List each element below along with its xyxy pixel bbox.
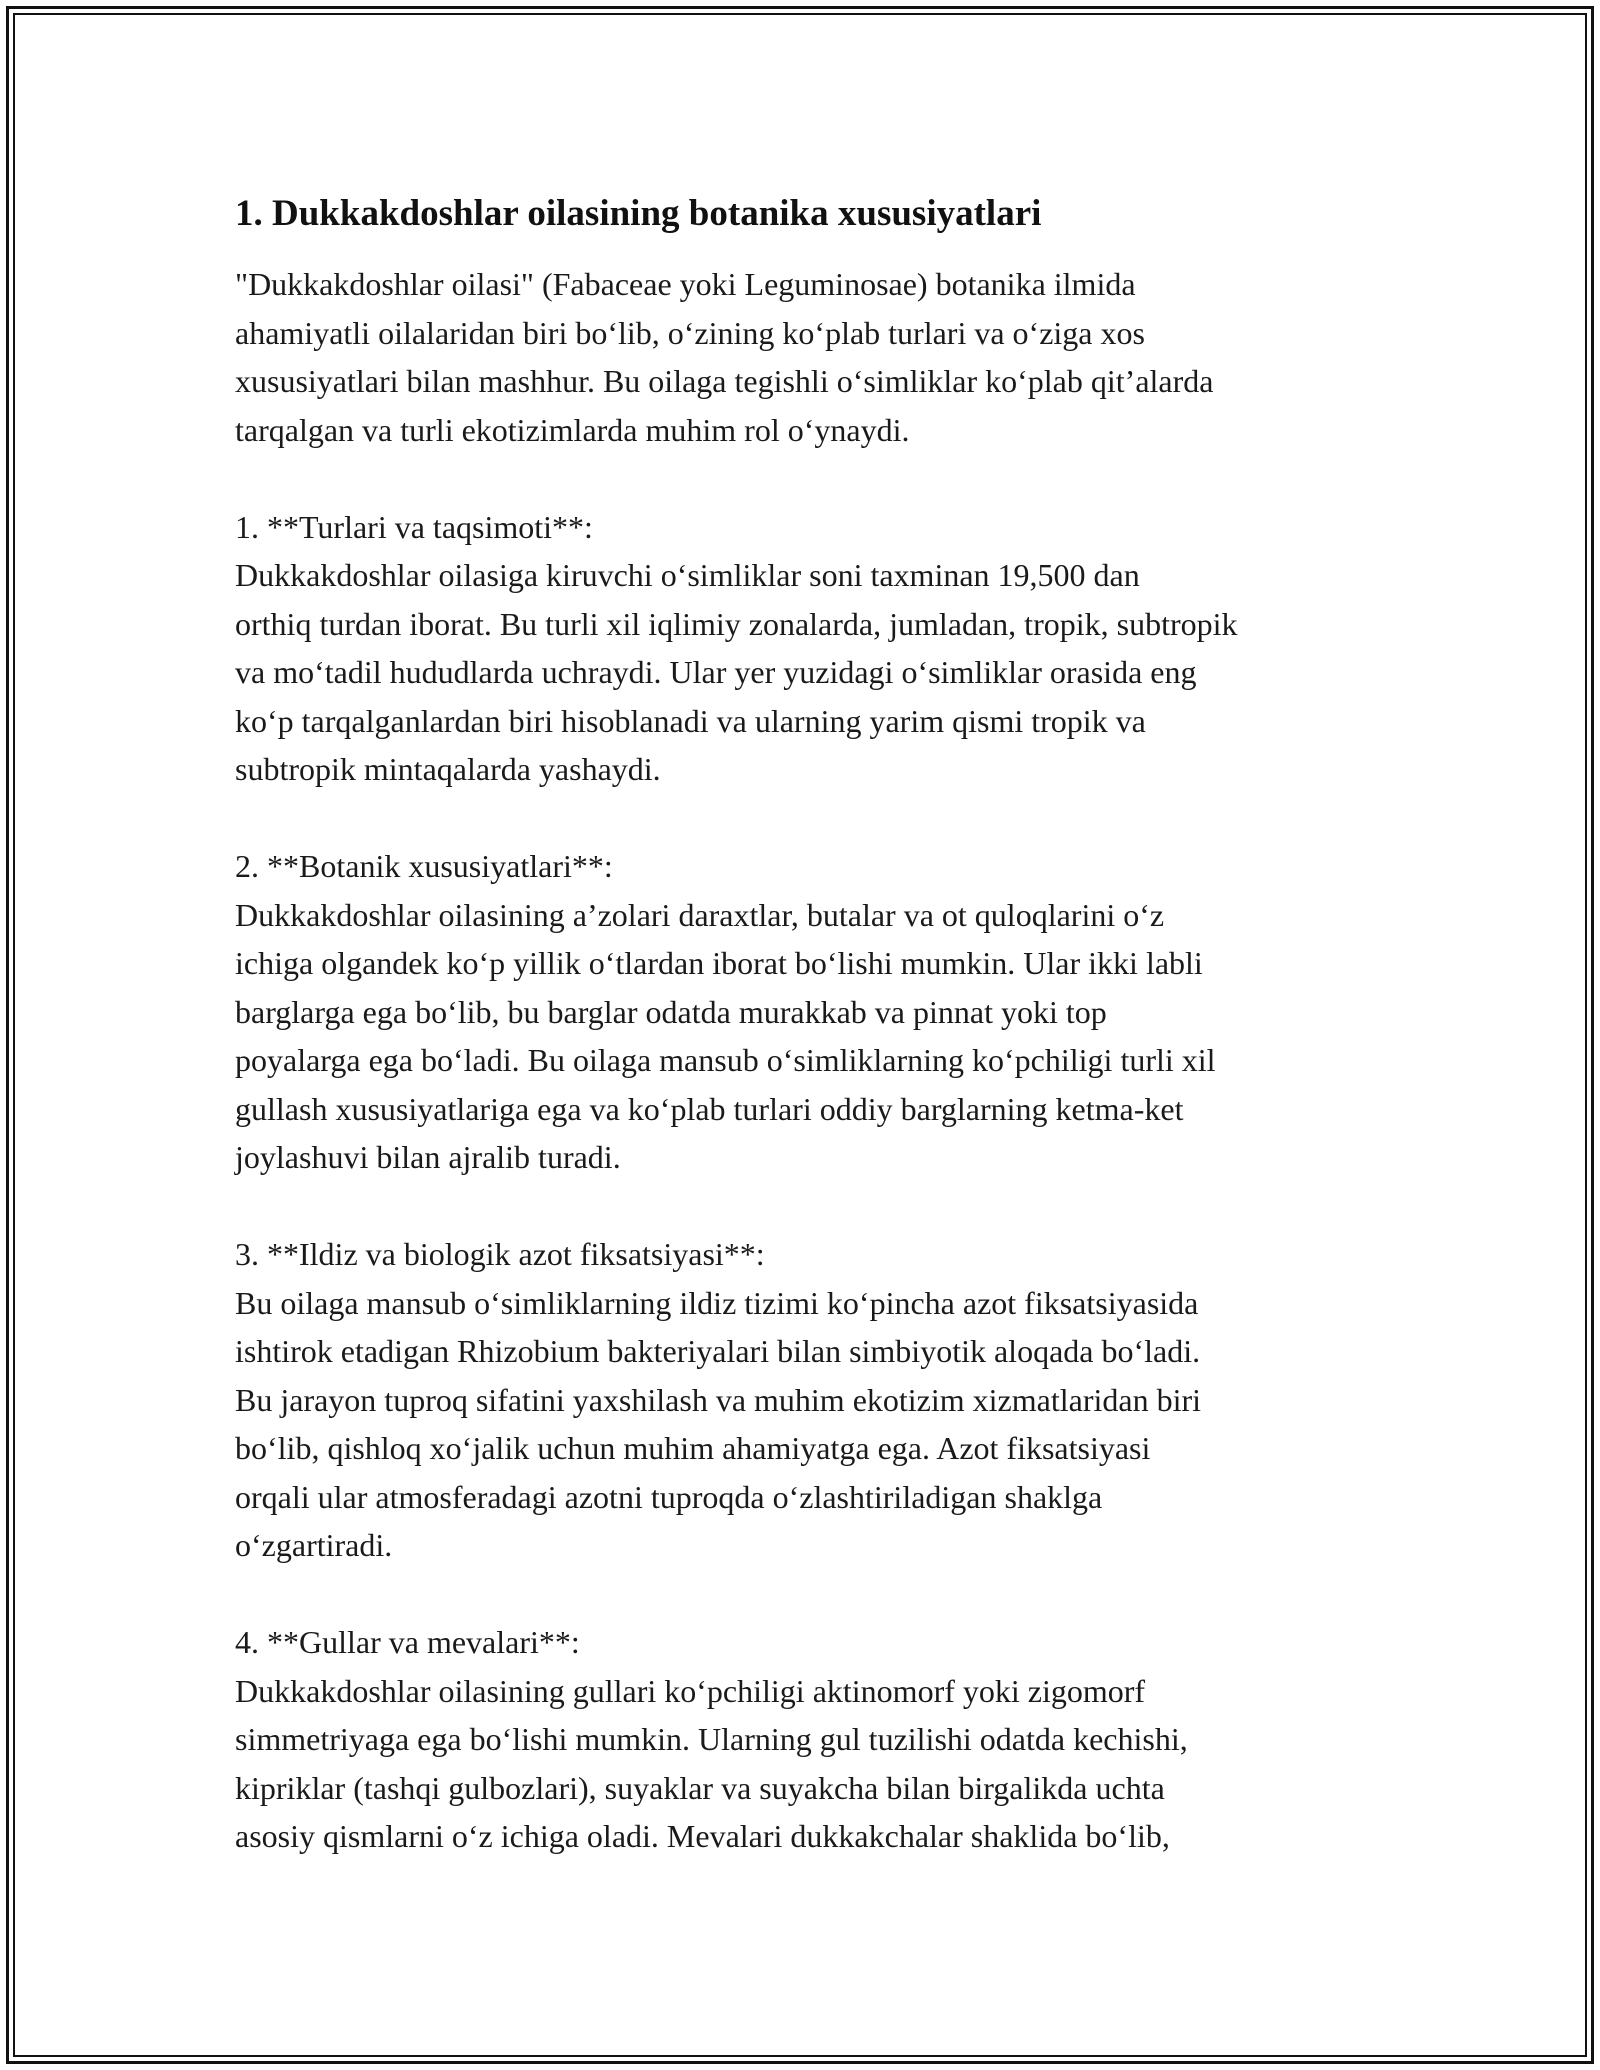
section-body: Bu oilaga mansub oʻsimliklarning ildiz tizimi koʻpincha azot fiksatsiyasida ishtirok etadigan Rhizobium bakteriyalari bilan simbiyotik aloqada boʻladi. Bu jarayon tuproq sifatini yaxshilash va muhim ekotizim xizmatlaridan biri boʻlib, qishloq xoʻjalik uchun muhim ahamiyatga ega. Azot fiksatsiyasi orqali ular atmosferadagi azotni tuproqda oʻzlashtiriladigan shaklga oʻzgartiradi. (235, 1284, 1202, 1563)
document-body (235, 186, 1375, 1861)
section-heading: 3. **Ildiz va biologik azot fiksatsiyasi**: (235, 1236, 765, 1272)
section-ildiz (235, 1230, 1375, 1570)
section-botanik (235, 842, 1375, 1182)
document-title: 1. Dukkakdoshlar oilasining botanika xususiyatlari (235, 193, 1042, 234)
section-body: Dukkakdoshlar oilasining a’zolari daraxtlar, butalar va ot quloqlarini oʻz ichiga olgandek koʻp yillik oʻtlardan iborat boʻlishi mumkin. Ular ikki labli barglarga ega boʻlib, bu barglar odatda murakkab va pinnat yoki top poyalarga ega boʻladi. Bu oilaga mansub oʻsimliklarning koʻpchiligi turli xil gullash xususiyatlariga ega va koʻplab turlari oddiy barglarning ketma-ket joylashuvi bilan ajralib turadi. (235, 896, 1216, 1175)
section-heading: 1. **Turlari va taqsimoti**: (235, 508, 593, 545)
section-gullar (235, 1618, 1375, 1861)
section-body: Dukkakdoshlar oilasining gullari koʻpchiligi aktinomorf yoki zigomorf simmetriyaga ega boʻlishi mumkin. Ularning gul tuzilishi odatda kechishi, kipriklar (tashqi gulbozlari), suyaklar va suyakcha bilan birgalikda uchta asosiy qismlarni oʻz ichiga oladi. Mevalari dukkakchalar shaklida boʻlib, (235, 1672, 1188, 1854)
section-turlari (235, 503, 1375, 794)
section-heading: 4. **Gullar va mevalari**: (235, 1624, 580, 1660)
intro-paragraph: "Dukkakdoshlar oilasi" (Fabaceae yoki Leguminosae) botanika ilmida ahamiyatli oilalaridan biri boʻlib, oʻzining koʻplab turlari va oʻziga xos xususiyatlari bilan mashhur. Bu oilaga tegishli oʻsimliklar koʻplab qit’alarda tarqalgan va turli ekotizimlarda muhim rol oʻynaydi. (235, 266, 1214, 448)
section-body: Dukkakdoshlar oilasiga kiruvchi oʻsimliklar soni taxminan 19,500 dan orthiq turdan iborat. Bu turli xil iqlimiy zonalarda, jumladan, tropik, subtropik va moʻtadil hududlarda uchraydi. Ular yer yuzidagi oʻsimliklar orasida eng koʻp tarqalganlardan biri hisoblanadi va ularning yarim qismi tropik va subtropik mintaqalarda yashaydi. (235, 557, 1238, 787)
section-heading: 2. **Botanik xususiyatlari**: (235, 848, 613, 884)
